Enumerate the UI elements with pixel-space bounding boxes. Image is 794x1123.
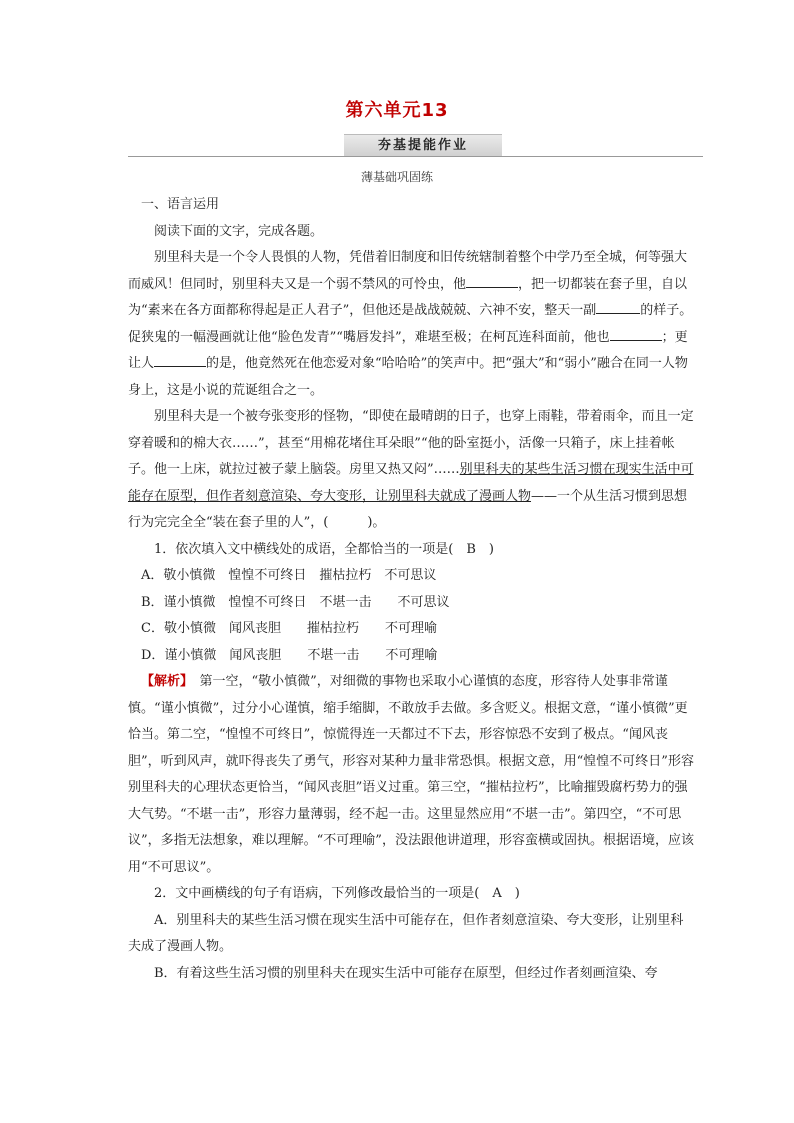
- page-title: 第六单元13: [345, 100, 449, 121]
- fill-blank-1: [466, 273, 518, 288]
- question-1-analysis: [128, 669, 694, 881]
- analysis-tag: 【解析】: [141, 674, 187, 689]
- banner-divider: [128, 156, 703, 157]
- passage-text: 的是，他竟然死在他恋爱对象“哈哈哈”的笑声中。把“强大”和“弱小”融合在同一人物身上，这是小说的荒诞组合之一。: [128, 356, 688, 398]
- section-banner: 夯基提能作业: [344, 134, 502, 157]
- section-subtitle: 薄基础巩固练: [360, 170, 433, 184]
- fill-blank-3: [610, 326, 662, 341]
- section-heading: 一、语言运用: [141, 197, 220, 212]
- question-2-option-a: A．别里科夫的某些生活习惯在现实生活中可能存在，但作者刻意渲染、夸大变形，让别里科夫成了漫画人物。: [128, 912, 684, 954]
- question-1-option-c: C．敬小慎微 闻风丧胆 摧枯拉朽 不可理喻: [141, 621, 437, 636]
- passage-text: ——一个从生活习惯到思想行为完完全全“装在套子里的人”，( )。: [128, 488, 688, 530]
- document-body: [128, 192, 694, 987]
- question-1-option-a: A．敬小慎微 惶惶不可终日 摧枯拉朽 不可思议: [141, 568, 437, 583]
- instruction-text: 阅读下面的文字，完成各题。: [154, 223, 324, 239]
- passage-paragraph-2: [128, 404, 694, 537]
- passage-text: 别里科夫是一个令人畏惧的人物，凭借着旧制度和旧传统辖制着整个中学乃至全城，何等强大而威风！但同时，别里科夫又是一个弱不禁风的可怜虫，他: [128, 250, 688, 292]
- question-1-option-b: B．谨小慎微 惶惶不可终日 不堪一击 不可思议: [141, 594, 450, 610]
- underlined-sentence: 别里科夫的某些生活习惯在现实生活中可能存在原型，但作者刻意渲染、夸大变形，让别里科夫就成了漫画人物: [128, 462, 694, 504]
- fill-blank-2: [596, 299, 640, 314]
- passage-text: 的样子。促狭鬼的一幅漫画就让他“脸色发青”“嘴唇发抖”，难堪至极；在柯瓦连科面前，他也: [128, 303, 693, 345]
- analysis-text: 第一空，“敬小慎微”，对细微的事物也采取小心谨慎的态度，形容待人处事非常谨慎。“谨小慎微”，过分小心谨慎，缩手缩脚，不敢放手去做。多含贬义。根据文意，“谨小慎微”更恰当。第二空，“惶惶不可终日”，惊慌得连一天都过不下去，形容惊恐不安到了极点。“闻风丧胆”，听到风声，就吓得丧失了勇气，形容对某种力量非常恐惧。根据文意，用“惶惶不可终日”形容别里科夫的心理状态更恰当，“闻风丧胆”语义过重。第三空，“摧枯拉朽”，比喻摧毁腐朽势力的强大气势。“不堪一击”，形容力量薄弱，经不起一击。这里显然应用“不堪一击”。第四空，“不可思议”，多指无法想象，难以理解。“不可理喻”，没法跟他讲道理，形容蛮横或固执。根据语境，应该用“不可思议”。: [128, 674, 694, 875]
- question-1-option-d: D．谨小慎微 闻风丧胆 不堪一击 不可理喻: [141, 647, 438, 663]
- question-2-stem: 2．文中画横线的句子有语病，下列修改最恰当的一项是( A ): [154, 886, 520, 901]
- question-2-option-b: B．有着这些生活习惯的别里科夫在现实生活中可能存在原型，但经过作者刻画渲染、夸: [154, 965, 658, 981]
- fill-blank-4: [154, 352, 206, 367]
- passage-paragraph-1: [128, 245, 694, 404]
- passage-text: ，把一切都装在套子里，自以为“素来在各方面都称得起是正人君子”，但他还是战战兢兢、六神不安，整天一副: [128, 276, 688, 318]
- passage-text: 别里科夫是一个被夸张变形的怪物，“即使在最晴朗的日子，也穿上雨鞋，带着雨伞，而且一定穿着暖和的棉大衣……”，甚至“用棉花堵住耳朵眼”“他的卧室挺小，活像一只箱子，床上挂着帐子。他一上床，就拉过被子蒙上脑袋。房里又热又闷”……: [128, 409, 694, 477]
- question-1-stem: 1．依次填入文中横线处的成语，全都恰当的一项是( B ): [154, 541, 494, 557]
- passage-text: ；更让人: [128, 329, 688, 371]
